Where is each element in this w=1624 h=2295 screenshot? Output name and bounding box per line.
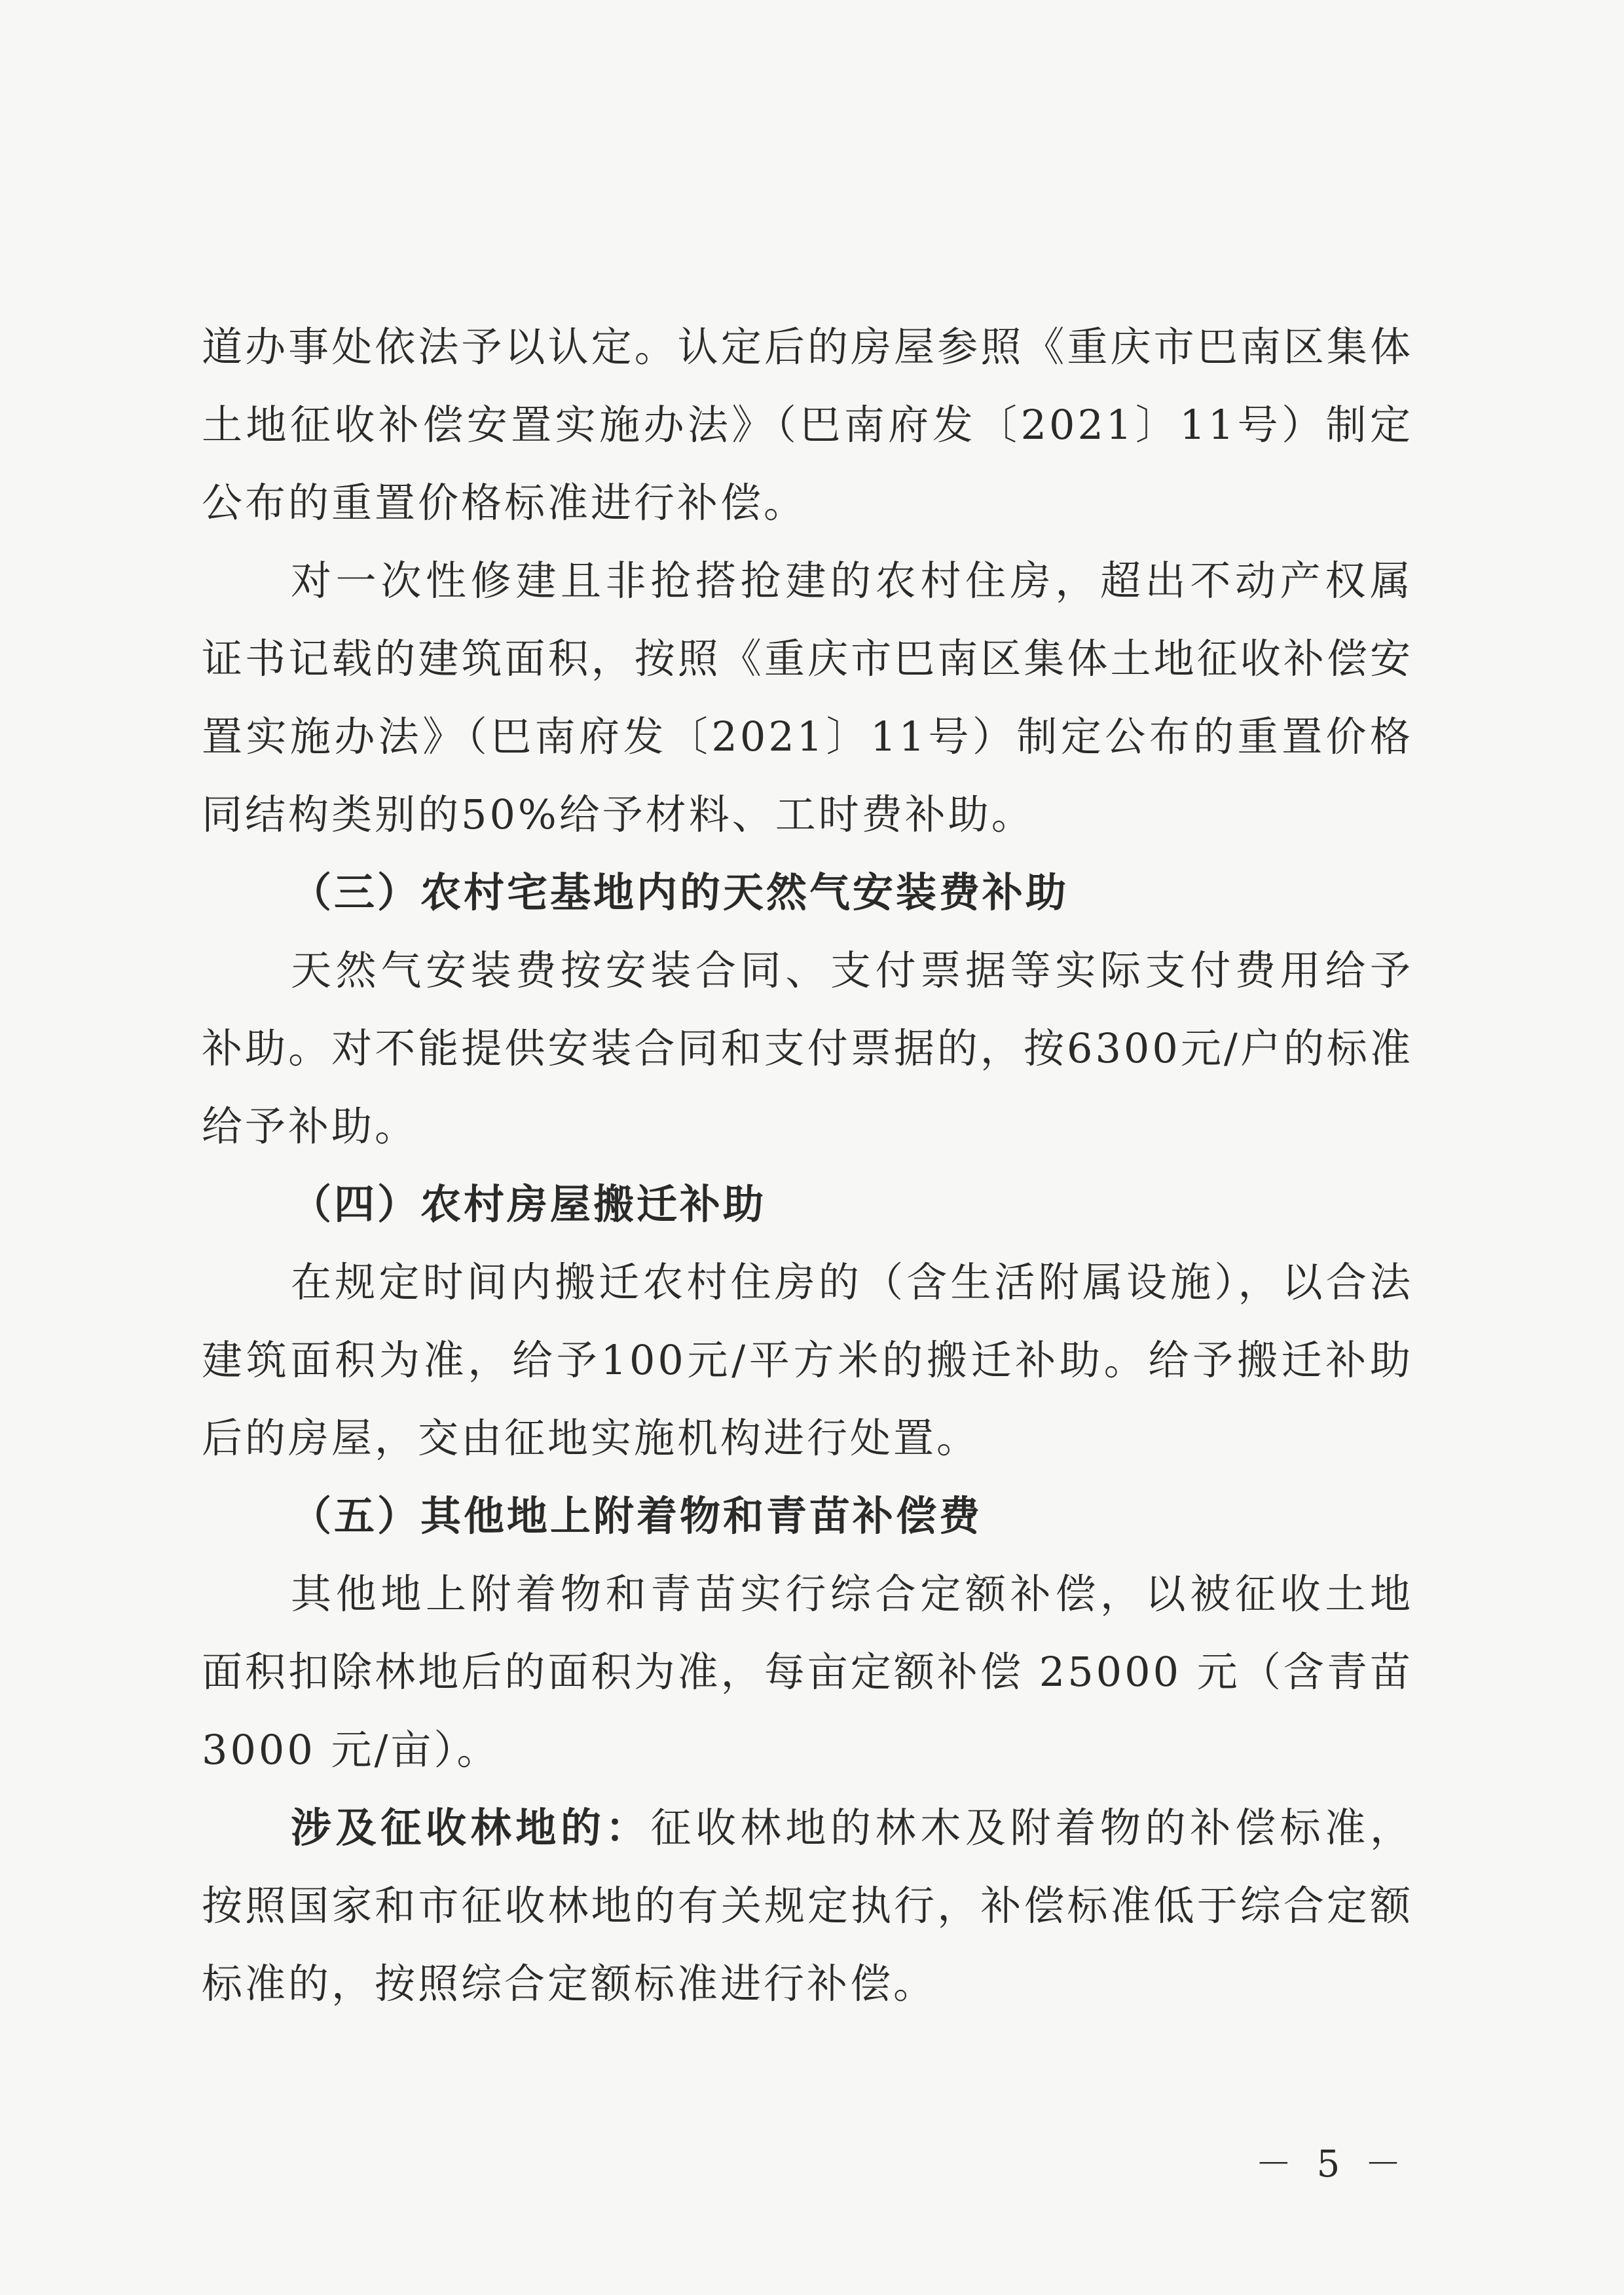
- section-heading-attachments: （五）其他地上附着物和青苗补偿费: [291, 1492, 983, 1540]
- forest-land-lead: 涉及征收林地的：: [291, 1804, 651, 1852]
- paragraph-oversize-area: 对一次性修建且非抢搭抢建的农村住房，超出不动产权属证书记载的建筑面积，按照《重庆市巴南区集体土地征收补偿安置实施办法》（巴南府发〔2021〕11号）制定公布的重置价格同结构类别的50%给予材料、工时费补助。: [202, 557, 1413, 838]
- paragraph-gas-subsidy: 天然气安装费按安装合同、支付票据等实际支付费用给予补助。对不能提供安装合同和支付票据的，按6300元/户的标准给予补助。: [202, 946, 1413, 1150]
- paragraph-forest-land: [202, 1789, 1413, 2023]
- page-number: － 5 －: [1255, 2143, 1408, 2186]
- forest-land-body: 征收林地的林木及附着物的补偿标准，按照国家和市征收林地的有关规定执行，补偿标准低于综合定额标准的，按照综合定额标准进行补偿。: [202, 1804, 1413, 2007]
- section-heading-relocation: （四）农村房屋搬迁补助: [291, 1180, 767, 1228]
- paragraph-attachments-compensation: 其他地上附着物和青苗实行综合定额补偿，以被征收土地面积扣除林地后的面积为准，每亩定额补偿 25000 元（含青苗 3000 元/亩）。: [202, 1570, 1413, 1774]
- section-heading-gas: （三）农村宅基地内的天然气安装费补助: [291, 868, 1069, 916]
- paragraph-relocation-subsidy: 在规定时间内搬迁农村住房的（含生活附属设施），以合法建筑面积为准，给予100元/平方米的搬迁补助。给予搬迁补助后的房屋，交由征地实施机构进行处置。: [202, 1258, 1413, 1462]
- paragraph-continuation: 道办事处依法予以认定。认定后的房屋参照《重庆市巴南区集体土地征收补偿安置实施办法》（巴南府发〔2021〕11号）制定公布的重置价格标准进行补偿。: [202, 323, 1413, 527]
- document-body: [202, 308, 1413, 2023]
